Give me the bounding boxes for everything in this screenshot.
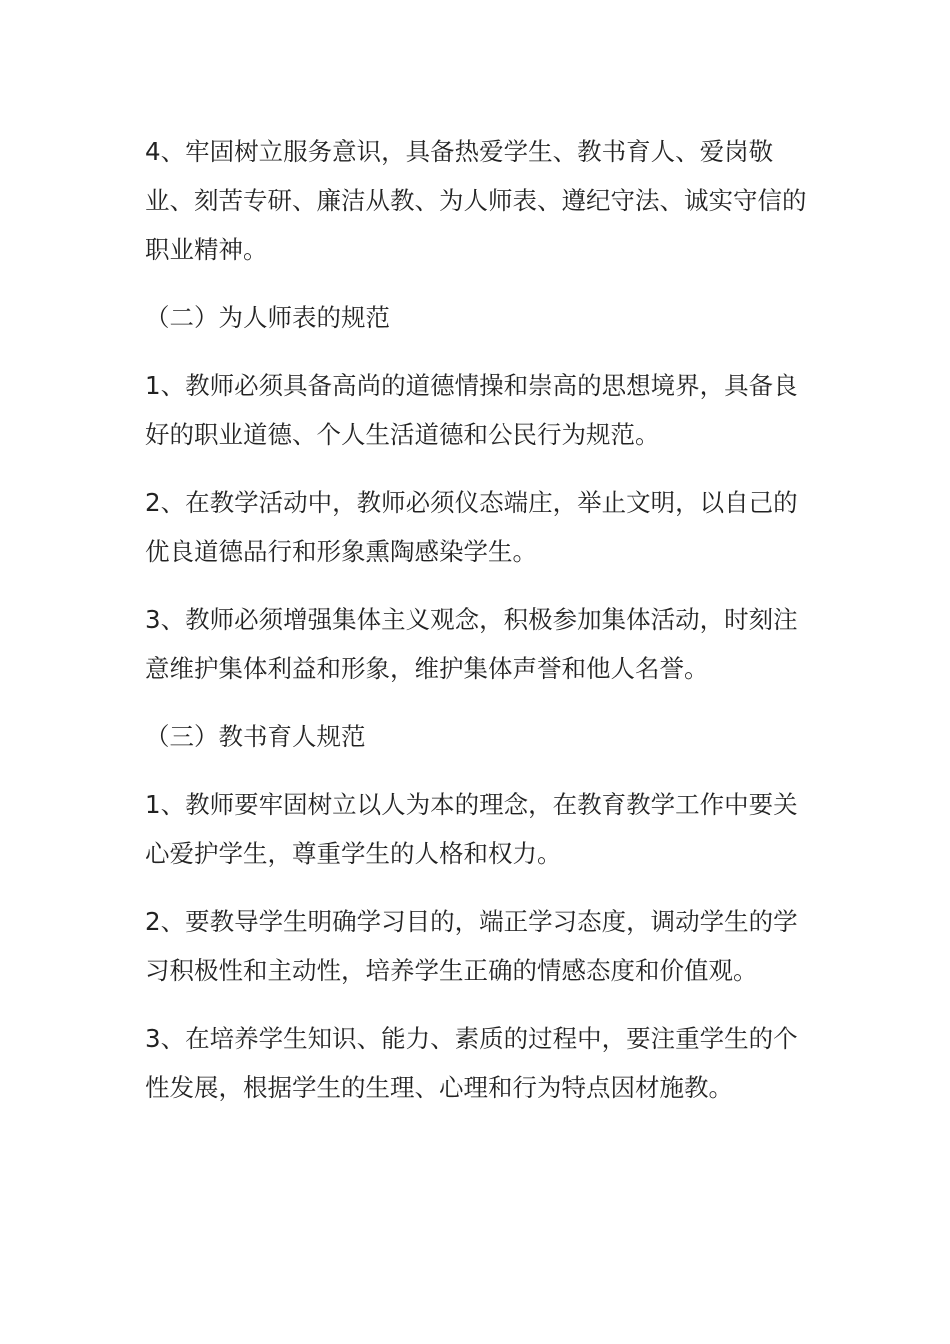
paragraph-learning-goals: 2、要教导学生明确学习目的，端正学习态度，调动学生的学习积极性和主动性，培养学生正确的情感态度和价值观。 (145, 907, 798, 985)
paragraph-people-oriented: 1、教师要牢固树立以人为本的理念，在教育教学工作中要关心爱护学生，尊重学生的人格和权力。 (145, 790, 798, 868)
section-heading-role-model: （二）为人师表的规范 (145, 303, 390, 332)
document-body (145, 127, 815, 1131)
paragraph-teaching-demeanor: 2、在教学活动中，教师必须仪态端庄，举止文明，以自己的优良道德品行和形象熏陶感染学生。 (145, 488, 798, 566)
paragraph-collectivism: 3、教师必须增强集体主义观念，积极参加集体活动，时刻注意维护集体利益和形象，维护集体声誉和他人名誉。 (145, 605, 798, 683)
paragraph-service-awareness: 4、牢固树立服务意识，具备热爱学生、教书育人、爱岗敬业、刻苦专研、廉洁从教、为人师表、遵纪守法、诚实守信的职业精神。 (145, 137, 807, 264)
paragraph-moral-character: 1、教师必须具备高尚的道德情操和崇高的思想境界，具备良好的职业道德、个人生活道德和公民行为规范。 (145, 371, 798, 449)
section-heading-educating: （三）教书育人规范 (145, 722, 366, 751)
paragraph-individual-development: 3、在培养学生知识、能力、素质的过程中，要注重学生的个性发展，根据学生的生理、心理和行为特点因材施教。 (145, 1024, 798, 1102)
